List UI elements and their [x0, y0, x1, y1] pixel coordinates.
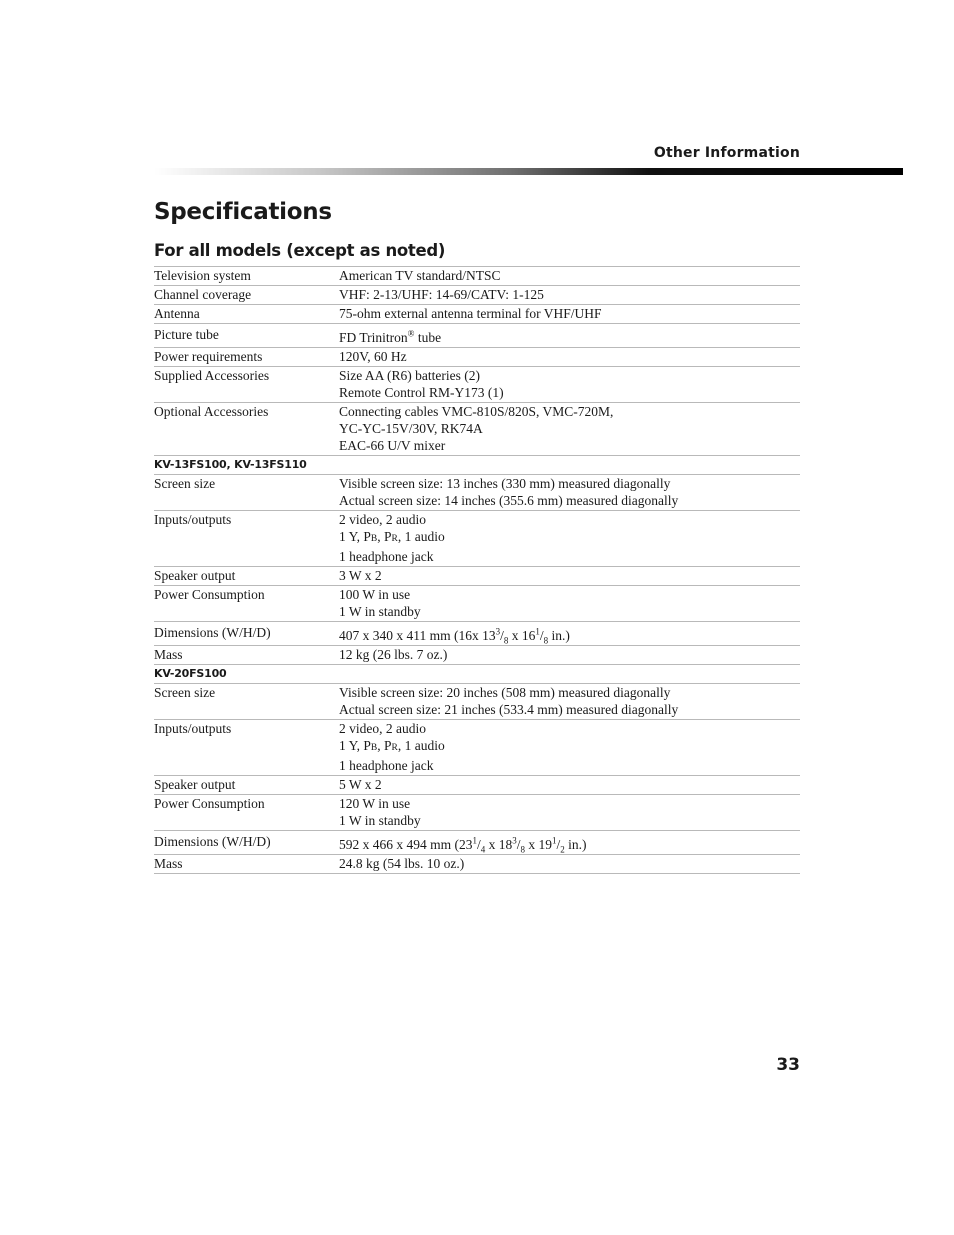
value-line: Actual screen size: 14 inches (355.6 mm) measured diagonally [339, 493, 679, 508]
spec-value [339, 720, 800, 774]
header-gradient-bar [154, 168, 903, 175]
value-text: / [539, 628, 544, 643]
value-text: , 1 audio [397, 529, 445, 544]
spec-label: Channel coverage [154, 287, 252, 302]
value-text: 1 Y, P [339, 738, 371, 753]
spec-label: Mass [154, 647, 183, 662]
table-row [154, 266, 800, 285]
value-text: x 19 [525, 837, 553, 852]
value-text: 407 x 340 x 411 mm (16x 13 [339, 628, 496, 643]
running-header: Other Information [653, 145, 800, 161]
model-name: KV-20FS100 [154, 667, 227, 680]
spec-label: Television system [154, 268, 251, 283]
value-line: 2 video, 2 audio [339, 512, 426, 527]
value-line: 1 headphone jack [339, 758, 434, 773]
spec-value [339, 624, 800, 644]
value-text: / [556, 837, 561, 852]
table-row [154, 402, 800, 455]
value-text: in.) [548, 628, 570, 643]
table-row [154, 775, 800, 794]
value-text: , P [377, 738, 392, 753]
spec-label: Picture tube [154, 327, 219, 342]
fraction-denominator: 8 [543, 635, 549, 646]
spec-value [339, 403, 800, 454]
spec-label: Power Consumption [154, 587, 265, 602]
section-title: For all models (except as noted) [154, 241, 446, 260]
spec-value [339, 511, 800, 565]
table-row [154, 683, 800, 719]
value-text: B [370, 743, 378, 753]
table-row [154, 366, 800, 402]
table-row [154, 566, 800, 585]
table-row [154, 285, 800, 304]
spec-label: Screen size [154, 685, 216, 700]
spec-label: Power Consumption [154, 796, 265, 811]
table-row [154, 347, 800, 366]
spec-label: Inputs/outputs [154, 512, 232, 527]
spec-label: Antenna [154, 306, 200, 321]
spec-label: Inputs/outputs [154, 721, 232, 736]
model-heading-row [154, 664, 800, 683]
value-text: / [477, 837, 481, 852]
value-text: in.) [564, 837, 587, 852]
value-line: Actual screen size: 21 inches (533.4 mm) measured diagonally [339, 702, 679, 717]
fraction-numerator: 1 [535, 626, 540, 637]
spec-label: Screen size [154, 476, 216, 491]
value-text: / [516, 837, 521, 852]
value-line [339, 737, 800, 757]
value-text: , P [377, 529, 392, 544]
model-heading-row [154, 455, 800, 474]
spec-value [339, 367, 800, 401]
fraction-denominator: 8 [520, 844, 526, 855]
value-line: 2 video, 2 audio [339, 721, 426, 736]
fraction-denominator: 4 [480, 844, 486, 855]
value-line: 1 W in standby [339, 604, 421, 619]
spec-label: Mass [154, 856, 183, 871]
table-row [154, 304, 800, 323]
spec-value: 12 kg (26 lbs. 7 oz.) [339, 647, 448, 662]
spec-label: Speaker output [154, 777, 236, 792]
value-text: R [391, 534, 398, 544]
fraction-denominator: 8 [503, 635, 509, 646]
registered-mark: ® [407, 328, 415, 339]
value-line: 120 W in use [339, 796, 411, 811]
value-text: B [370, 534, 378, 544]
value-line: Visible screen size: 13 inches (330 mm) measured diagonally [339, 476, 671, 491]
table-row [154, 323, 800, 347]
value-text: 592 x 466 x 494 mm (23 [339, 837, 473, 852]
table-row [154, 585, 800, 621]
spec-label: Dimensions (W/H/D) [154, 834, 271, 849]
value-text: tube [414, 330, 442, 345]
spec-label: Speaker output [154, 568, 236, 583]
fraction-numerator: 3 [495, 626, 501, 637]
spec-label: Optional Accessories [154, 404, 269, 419]
fraction-numerator: 1 [552, 835, 557, 846]
table-row [154, 794, 800, 830]
page-number: 33 [776, 1055, 800, 1075]
table-row [154, 645, 800, 664]
spec-value: VHF: 2-13/UHF: 14-69/CATV: 1-125 [339, 287, 544, 302]
spec-value: American TV standard/NTSC [339, 268, 501, 283]
spec-value: 3 W x 2 [339, 568, 382, 583]
spec-value [339, 684, 800, 718]
fraction-numerator: 3 [512, 835, 517, 846]
value-line: Remote Control RM-Y173 (1) [339, 385, 504, 400]
model-name: KV-13FS100, KV-13FS110 [154, 458, 307, 471]
spec-label: Supplied Accessories [154, 368, 270, 383]
spec-label: Dimensions (W/H/D) [154, 625, 271, 640]
value-line [339, 528, 800, 548]
value-line: 1 headphone jack [339, 549, 434, 564]
value-text: / [500, 628, 504, 643]
value-text: x 16 [508, 628, 536, 643]
table-row [154, 621, 800, 645]
fraction-numerator: 1 [472, 835, 477, 846]
table-row [154, 474, 800, 510]
table-row [154, 719, 800, 775]
table-row [154, 830, 800, 854]
value-text: R [391, 743, 398, 753]
spec-value: 5 W x 2 [339, 777, 382, 792]
value-text: FD Trinitron [339, 330, 408, 345]
value-line: 1 W in standby [339, 813, 421, 828]
fraction-denominator: 2 [560, 844, 565, 855]
spec-label: Power requirements [154, 349, 263, 364]
value-line: Size AA (R6) batteries (2) [339, 368, 480, 383]
value-line: Visible screen size: 20 inches (508 mm) measured diagonally [339, 685, 671, 700]
spec-value [339, 586, 800, 620]
page-title: Specifications [154, 199, 332, 225]
value-line: EAC-66 U/V mixer [339, 438, 446, 453]
value-text: x 18 [485, 837, 513, 852]
spec-value: 120V, 60 Hz [339, 349, 407, 364]
specifications-table [154, 266, 800, 874]
value-line: 100 W in use [339, 587, 411, 602]
spec-value: 24.8 kg (54 lbs. 10 oz.) [339, 856, 465, 871]
value-line: Connecting cables VMC-810S/820S, VMC-720M, [339, 404, 614, 419]
spec-value: 75-ohm external antenna terminal for VHF/UHF [339, 306, 602, 321]
spec-value [339, 475, 800, 509]
value-text: 1 Y, P [339, 529, 371, 544]
spec-value [339, 795, 800, 829]
spec-value [339, 326, 800, 346]
value-text: , 1 audio [397, 738, 445, 753]
table-row [154, 854, 800, 874]
spec-value [339, 833, 800, 853]
table-row [154, 510, 800, 566]
value-line: YC-YC-15V/30V, RK74A [339, 421, 483, 436]
